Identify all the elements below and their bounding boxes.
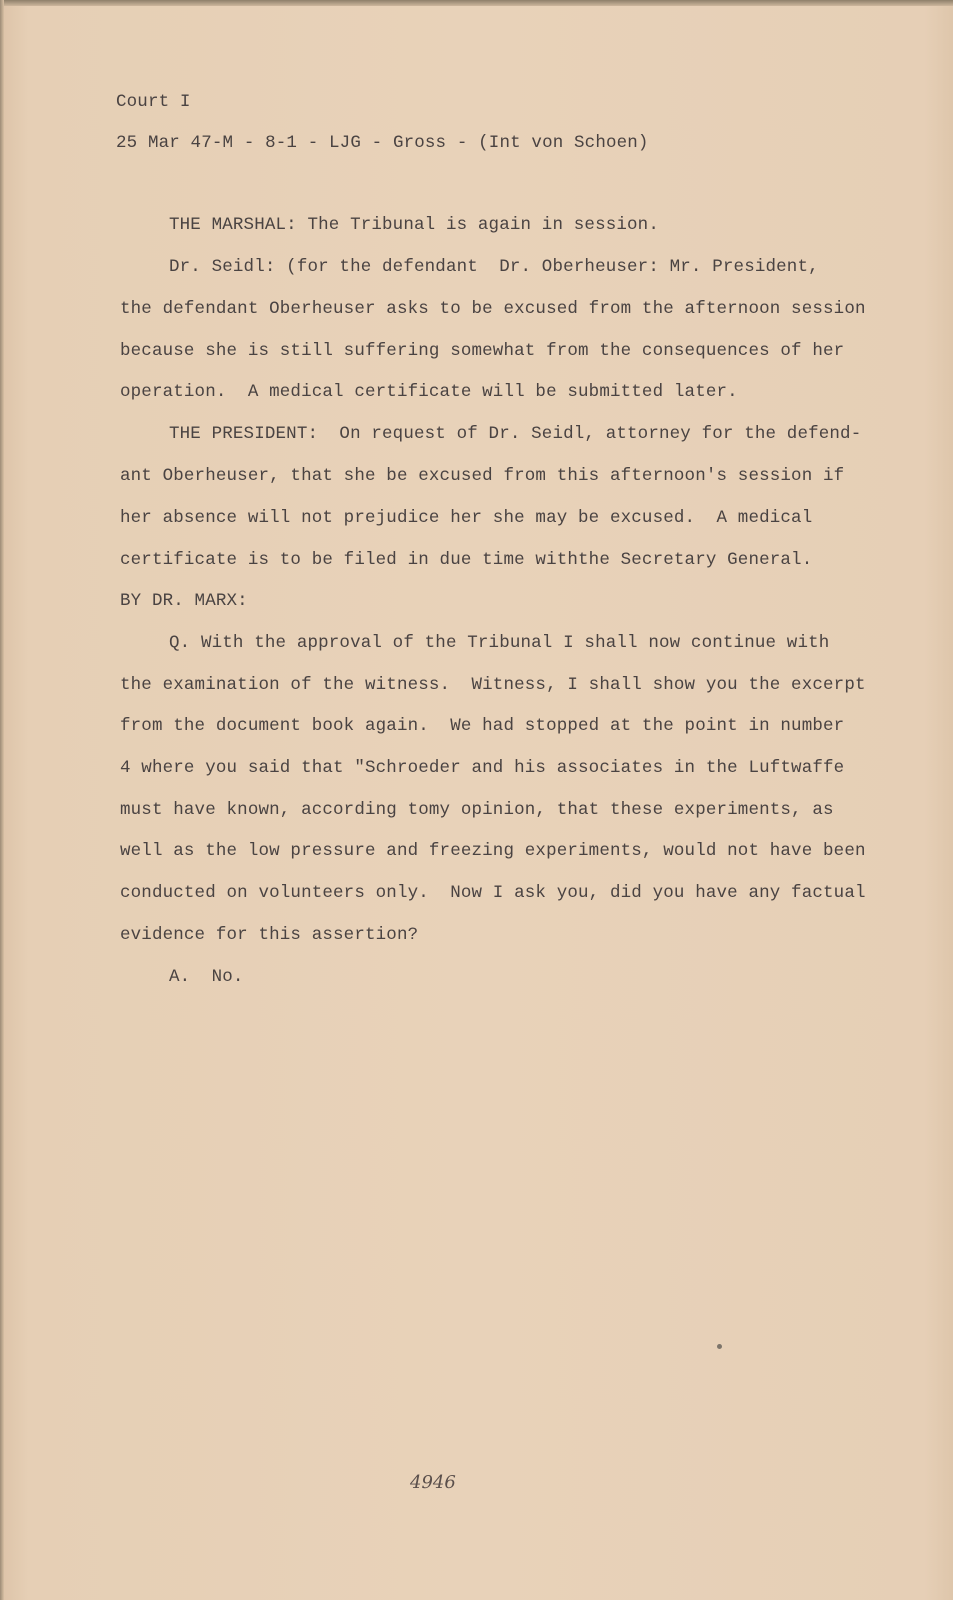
ink-speck [717, 1344, 722, 1349]
question-line: the examination of the witness. Witness, I shall show you the excerpt [120, 675, 866, 695]
court-heading: Court I [116, 92, 191, 112]
transcript-line: THE MARSHAL: The Tribunal is again in session. [169, 215, 659, 235]
examiner-heading: BY DR. MARX: [120, 591, 248, 611]
answer-line: A. No. [169, 967, 244, 987]
transcript-line: THE PRESIDENT: On request of Dr. Seidl, attorney for the defend- [169, 424, 862, 444]
session-line: 25 Mar 47-M - 8-1 - LJG - Gross - (Int von Schoen) [116, 133, 649, 153]
transcript-line: certificate is to be filed in due time withthe Secretary General. [120, 550, 813, 570]
question-line: must have known, according tomy opinion, that these experiments, as [120, 800, 834, 820]
question-line: well as the low pressure and freezing experiments, would not have been [120, 841, 866, 861]
page-number: 4946 [410, 1472, 456, 1493]
question-line: Q. With the approval of the Tribunal I shall now continue with [169, 633, 830, 653]
paper-top-edge [0, 0, 953, 6]
transcript-line: her absence will not prejudice her she may be excused. A medical [120, 508, 813, 528]
transcript-line: because she is still suffering somewhat from the consequences of her [120, 341, 845, 361]
paper-left-edge [0, 0, 4, 1600]
question-line: 4 where you said that "Schroeder and his associates in the Luftwaffe [120, 758, 845, 778]
question-line: from the document book again. We had stopped at the point in number [120, 716, 845, 736]
question-line: conducted on volunteers only. Now I ask you, did you have any factual [120, 883, 866, 903]
question-line: evidence for this assertion? [120, 925, 419, 945]
transcript-line: Dr. Seidl: (for the defendant Dr. Oberheuser: Mr. President, [169, 257, 819, 277]
transcript-line: ant Oberheuser, that she be excused from this afternoon's session if [120, 466, 845, 486]
transcript-line: operation. A medical certificate will be submitted later. [120, 382, 738, 402]
transcript-line: the defendant Oberheuser asks to be excused from the afternoon session [120, 299, 866, 319]
